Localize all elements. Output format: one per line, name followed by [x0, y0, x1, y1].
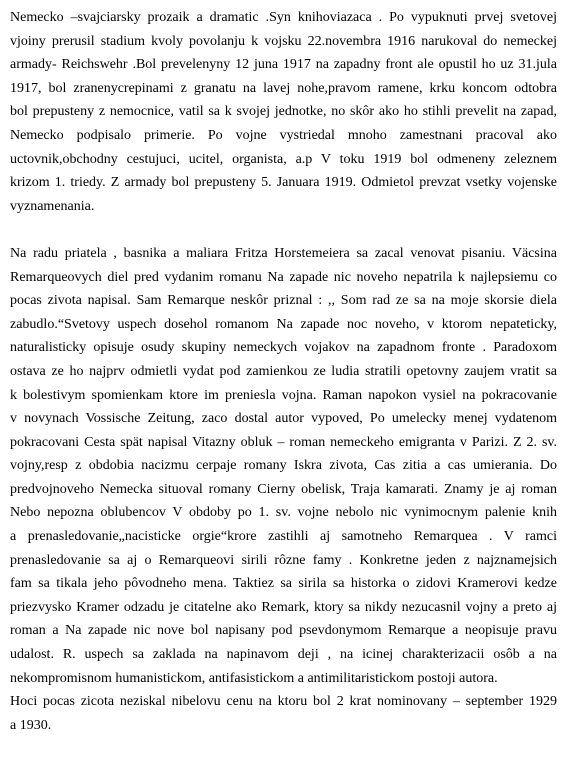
- text-line: roman a Na zapade nic nove bol napisany pod psevdonymom Remarque a neopisuje pravu: [10, 623, 557, 639]
- paragraph-literary-career: [10, 242, 557, 737]
- text-line: a prenasledovanie„nacisticke orgie“krore zastihli aj samotneho Remarquea . V ramci: [10, 529, 557, 545]
- text-line: ostava ze ho najprv odmietli vydat pod zamienkou ze ludia stratili opetovny zaujem vratit sa: [10, 363, 557, 379]
- text-line: vjoiny prerusil stadium kvoly povolanju k vojsku 22.novembra 1916 narukoval do nemeckej: [10, 33, 557, 49]
- text-line: uctovnik,obchodny cestujuci, ucitel, organista, a.p V toku 1919 bol odmeneny zeleznem: [10, 151, 557, 167]
- text-line: Nebo nepozna oblubencov V obdoby po 1. sv. vojne nebolo nic vynimocnym palenie knih: [10, 505, 557, 521]
- text-line: 1917, bol zranenycrepinami z granatu na lavej nohe,pravom ramene, krku koncom odtobra: [10, 80, 557, 96]
- text-line: k bolestivym spomienkam ktore im preniesla vojna. Raman napokon vysiel na pokracovanie: [10, 387, 557, 403]
- text-line: zabudlo.“Svetovy uspech dosehol romanom Na zapade noc noveho, v ktorom nepateticky,: [10, 316, 557, 332]
- text-line: Hoci pocas zicota neziskal nibelovu cenu na ktoru bol 2 krat nominovany – september 1929: [10, 694, 557, 710]
- text-line: Na radu priatela , basnika a maliara Fritza Horstemeiera sa zacal venovat pisaniu. Väcsina: [10, 245, 557, 261]
- text-line: vyznamenania.: [10, 198, 95, 214]
- text-line: fam sa tikala jeho pôvodneho mena. Taktiez sa sirila sa historka o zidovi Kramerovi kedze: [10, 576, 557, 592]
- paragraph-gap: [10, 218, 557, 242]
- paragraph-biography: [10, 6, 557, 218]
- text-line: Nemecko podpisalo primerie. Po vojne vystriedal mnoho zamestnani pracoval ako: [10, 127, 557, 143]
- text-line: udalost. R. uspech sa zaklada na napinavom deji , na icinej charakterizacii osôb a na: [10, 647, 557, 663]
- text-line: nekompromisnom humanistickom, antifasistickom a antimilitaristickom postoji autora.: [10, 670, 498, 686]
- text-line: a 1930.: [10, 717, 52, 733]
- text-line: v novynach Vossische Zeitung, zaco dostal autor vypoved, Po umelecky menej vydatenom: [10, 411, 557, 427]
- text-line: prenasledovanie sa aj o Remarqueovi sirili rôzne famy . Konkretne jeden z najznamejsich: [10, 552, 557, 568]
- text-line: vojny,resp z obdobia nacizmu cerpaje romany Iskra zivota, Cas zitia a cas umierania. Do: [10, 458, 557, 474]
- text-line: Remarqueovych diel pred vydanim romanu Na zapade nic noveho nepatrila k najlepsiemu co: [10, 269, 557, 285]
- text-line: priezvysko Kramer odzadu je citatelne ako Remark, ktory sa nikdy nezucasnil vojny a preto aj: [10, 599, 557, 615]
- text-line: armady- Reichswehr .Bol prevelenyny 12 juna 1917 na zapadny front ale opustil ho uz 31.jula: [10, 57, 557, 73]
- text-line: Nemecko –svajciarsky prozaik a dramatic .Syn knihoviazaca . Po vypuknuti prvej svetovej: [10, 10, 557, 25]
- text-line: bol prepusteny z nemocnice, vatil sa k svojej jednotke, no skôr ako ho stihli prevelit na zapad,: [10, 104, 557, 120]
- text-line: krizom 1. triedy. Z armady bol prepusteny 5. Januara 1919. Odmietol prevzat vsetky vojenske: [10, 175, 557, 191]
- text-line: predvojnoveho Nemecka situoval romany Cierny obelisk, Traja kamarati. Znamy je aj roman: [10, 481, 557, 497]
- text-line: pocas zivota napisal. Sam Remarque neskôr priznal : ,, Som rad ze sa na moje skorsie diela: [10, 293, 557, 309]
- text-line: pokracovani Cesta spät napisal Vitazny obluk – roman nemeckeho emigranta v Parizi. Z 2. sv.: [10, 434, 557, 450]
- text-line: naturalisticky opisuje osudy skupiny nemeckych vojakov na zapadnom fronte . Paradoxom: [10, 340, 557, 356]
